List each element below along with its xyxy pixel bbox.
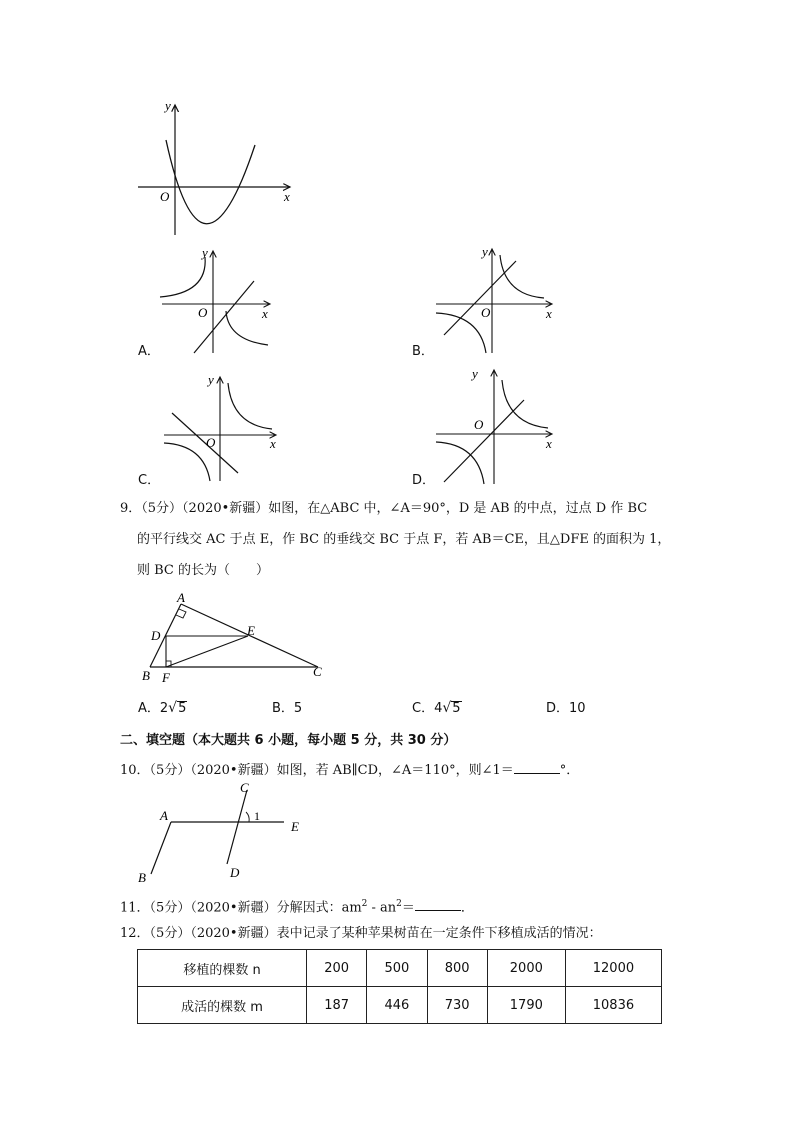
svg-text:x: x bbox=[546, 436, 552, 451]
q12-table bbox=[137, 949, 662, 1024]
q8-option-d-graph bbox=[432, 366, 557, 486]
q9-line1: 9．（5分）（2020•新疆）如图，在△ABC 中，∠A＝90°，D 是 AB 的中点，过点 D 作 BC bbox=[120, 501, 648, 516]
q10-figure bbox=[134, 778, 314, 886]
svg-text:A: A bbox=[177, 590, 185, 605]
q9-option-d[interactable]: D．10 bbox=[546, 701, 586, 716]
q9-line2: 的平行线交 AC 于点 E，作 BC 的垂线交 BC 于点 F，若 AB＝CE，且△DFE 的面积为 1， bbox=[137, 532, 671, 547]
q8-main-graph bbox=[130, 95, 300, 240]
svg-text:O: O bbox=[474, 417, 484, 432]
q8-option-d[interactable]: D． bbox=[412, 473, 436, 488]
q9-option-c[interactable]: C．4√5 bbox=[412, 700, 461, 716]
q11-text: 11．（5分）（2020•新疆）分解因式：$am^2 - an^2=$ ． bbox=[120, 894, 474, 918]
svg-text:C: C bbox=[240, 780, 249, 795]
svg-text:D: D bbox=[230, 865, 240, 880]
q8-option-c[interactable]: C． bbox=[138, 473, 161, 488]
table-row: 移植的棵数 n 200 500 800 2000 12000 bbox=[138, 950, 662, 987]
svg-text:E: E bbox=[247, 623, 255, 638]
svg-text:D: D bbox=[151, 628, 161, 643]
svg-text:F: F bbox=[162, 670, 170, 685]
svg-text:C: C bbox=[313, 664, 322, 679]
q9-option-a[interactable]: A．2√5 bbox=[138, 700, 187, 716]
row-label: 成活的棵数 m bbox=[138, 987, 307, 1024]
row-label: 移植的棵数 n bbox=[138, 950, 307, 987]
svg-text:x: x bbox=[270, 436, 276, 451]
q10-answer-blank[interactable] bbox=[514, 759, 560, 774]
q8-option-b[interactable]: B． bbox=[412, 344, 434, 359]
svg-text:O: O bbox=[481, 305, 491, 320]
x-label: x bbox=[284, 189, 290, 204]
svg-text:B: B bbox=[142, 668, 150, 683]
svg-text:1: 1 bbox=[254, 809, 260, 823]
q10-text: 10．（5分）（2020•新疆）如图，若 AB∥CD，∠A＝110°，则∠1＝ °． bbox=[120, 759, 579, 781]
q11-answer-blank[interactable] bbox=[415, 896, 461, 911]
svg-text:y: y bbox=[472, 366, 478, 381]
q12-text: 12．（5分）（2020•新疆）表中记录了某种苹果树苗在一定条件下移植成活的情况： bbox=[120, 926, 602, 941]
svg-text:B: B bbox=[138, 870, 146, 885]
q8-option-a[interactable]: A． bbox=[138, 344, 160, 359]
svg-text:y: y bbox=[208, 373, 214, 387]
svg-text:E: E bbox=[291, 819, 299, 834]
table-row: 成活的棵数 m 187 446 730 1790 10836 bbox=[138, 987, 662, 1024]
q8-option-c-graph bbox=[160, 373, 280, 483]
q9-line3: 则 BC 的长为（ ） bbox=[137, 563, 270, 578]
y-label: y bbox=[165, 98, 171, 113]
svg-text:y: y bbox=[202, 245, 208, 260]
svg-text:O: O bbox=[206, 435, 216, 450]
origin-label: O bbox=[160, 189, 170, 204]
svg-text:x: x bbox=[262, 306, 268, 321]
q9-option-b[interactable]: B．5 bbox=[272, 701, 303, 716]
svg-text:x: x bbox=[546, 306, 552, 321]
section-heading: 二、填空题（本大题共 6 小题，每小题 5 分，共 30 分） bbox=[120, 733, 457, 748]
svg-text:O: O bbox=[198, 305, 208, 320]
svg-text:y: y bbox=[482, 244, 488, 259]
q8-option-b-graph bbox=[432, 243, 557, 357]
q8-option-a-graph bbox=[158, 245, 278, 357]
q9-figure bbox=[138, 590, 338, 686]
svg-text:A: A bbox=[160, 808, 168, 823]
parabola bbox=[166, 140, 255, 224]
